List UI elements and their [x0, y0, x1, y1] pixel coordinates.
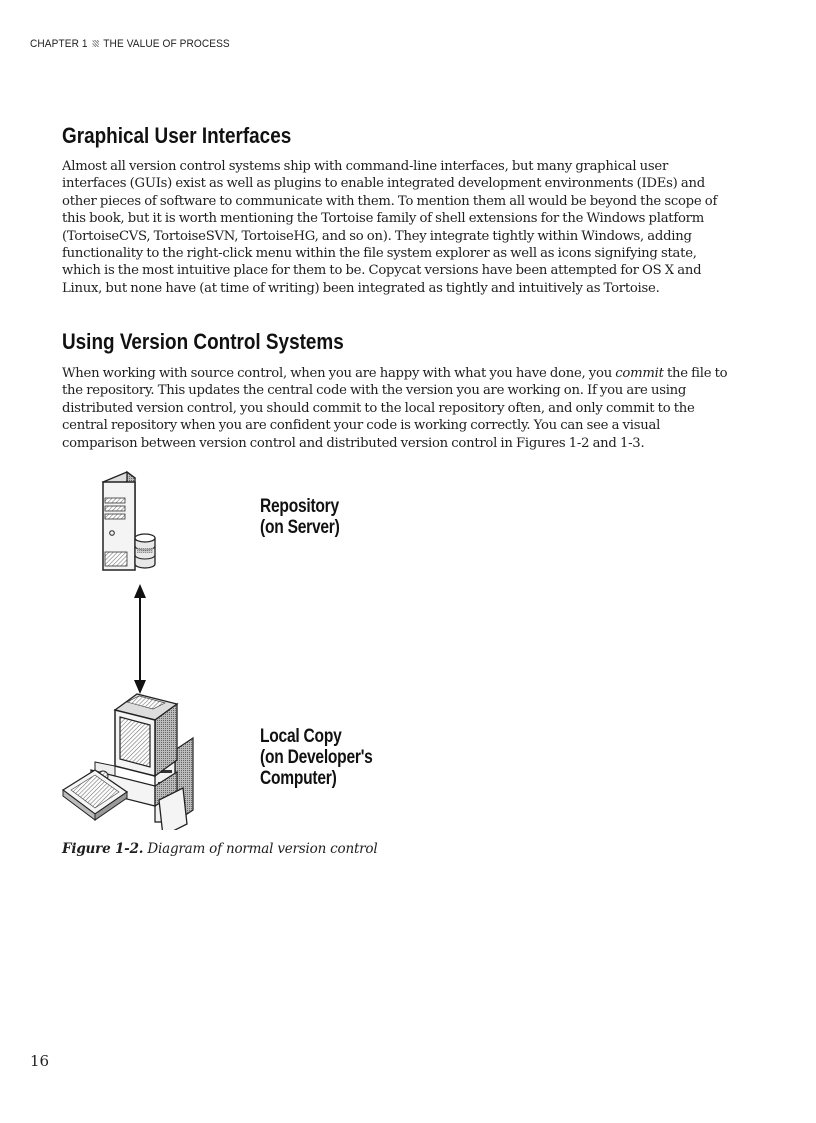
text-line: this book, but it is worth mentioning the Tortoise family of shell extensions for the Windows platform — [62, 211, 704, 227]
text-fragment: the file to — [663, 366, 728, 381]
text-line: (TortoiseCVS, TortoiseSVN, TortoiseHG, and so on). They integrate tightly within Windows, adding — [62, 228, 692, 244]
text-line: Linux, but none have (at time of writing) been integrated as tightly and intuitively as Tortoise. — [62, 280, 660, 296]
text-line: functionality to the right-click menu within the file system explorer as well as icons signifying state, — [62, 246, 697, 262]
chapter-label: CHAPTER 1 — [30, 38, 88, 50]
desktop-computer-icon — [63, 694, 193, 830]
caption-text: Diagram of normal version control — [143, 841, 378, 857]
text-line — [62, 365, 732, 382]
double-arrow-icon — [134, 584, 146, 694]
page-number: 16 — [30, 1052, 50, 1070]
paragraph-gui — [62, 158, 732, 297]
separator-square-icon — [92, 40, 98, 47]
text-line: central repository when you are confident your code is working correctly. You can see a visual — [62, 418, 661, 434]
server-database-icon — [103, 472, 155, 570]
server-label-line: Repository — [260, 496, 339, 517]
text-line: which is the most intuitive place for them to be. Copycat versions have been attempted for OS X and — [62, 263, 702, 279]
local-label-line: Computer) — [260, 768, 337, 789]
server-label-line: (on Server) — [260, 517, 340, 538]
emphasis-commit: commit — [615, 366, 664, 381]
local-copy-label — [260, 726, 373, 789]
section-heading-using-vcs: Using Version Control Systems — [62, 329, 344, 354]
text-line: distributed version control, you should commit to the local repository often, and only commit to the — [62, 400, 695, 416]
paragraph-using-vcs — [62, 365, 732, 452]
section-heading-gui: Graphical User Interfaces — [62, 123, 292, 148]
text-line: the repository. This updates the central code with the version you are working on. If you are using — [62, 383, 687, 399]
text-line: Almost all version control systems ship with command-line interfaces, but many graphical user — [62, 159, 669, 174]
chapter-title: THE VALUE OF PROCESS — [103, 38, 230, 50]
server-label — [260, 496, 340, 538]
text-line: interfaces (GUIs) exist as well as plugins to enable integrated development environments (IDEs) and — [62, 176, 705, 192]
figure-caption — [62, 841, 377, 857]
running-head — [30, 38, 230, 50]
local-label-line: (on Developer's — [260, 747, 373, 768]
local-label-line: Local Copy — [260, 726, 342, 747]
text-fragment: When working with source control, when you are happy with what you have done, you — [62, 366, 616, 381]
text-line: other pieces of software to communicate with them. To mention them all would be beyond the scope of — [62, 193, 718, 209]
text-line: comparison between version control and distributed version control in Figures 1-2 and 1-3. — [62, 435, 645, 451]
figure-diagram — [55, 470, 385, 830]
figure-number: Figure 1-2. — [62, 841, 144, 857]
